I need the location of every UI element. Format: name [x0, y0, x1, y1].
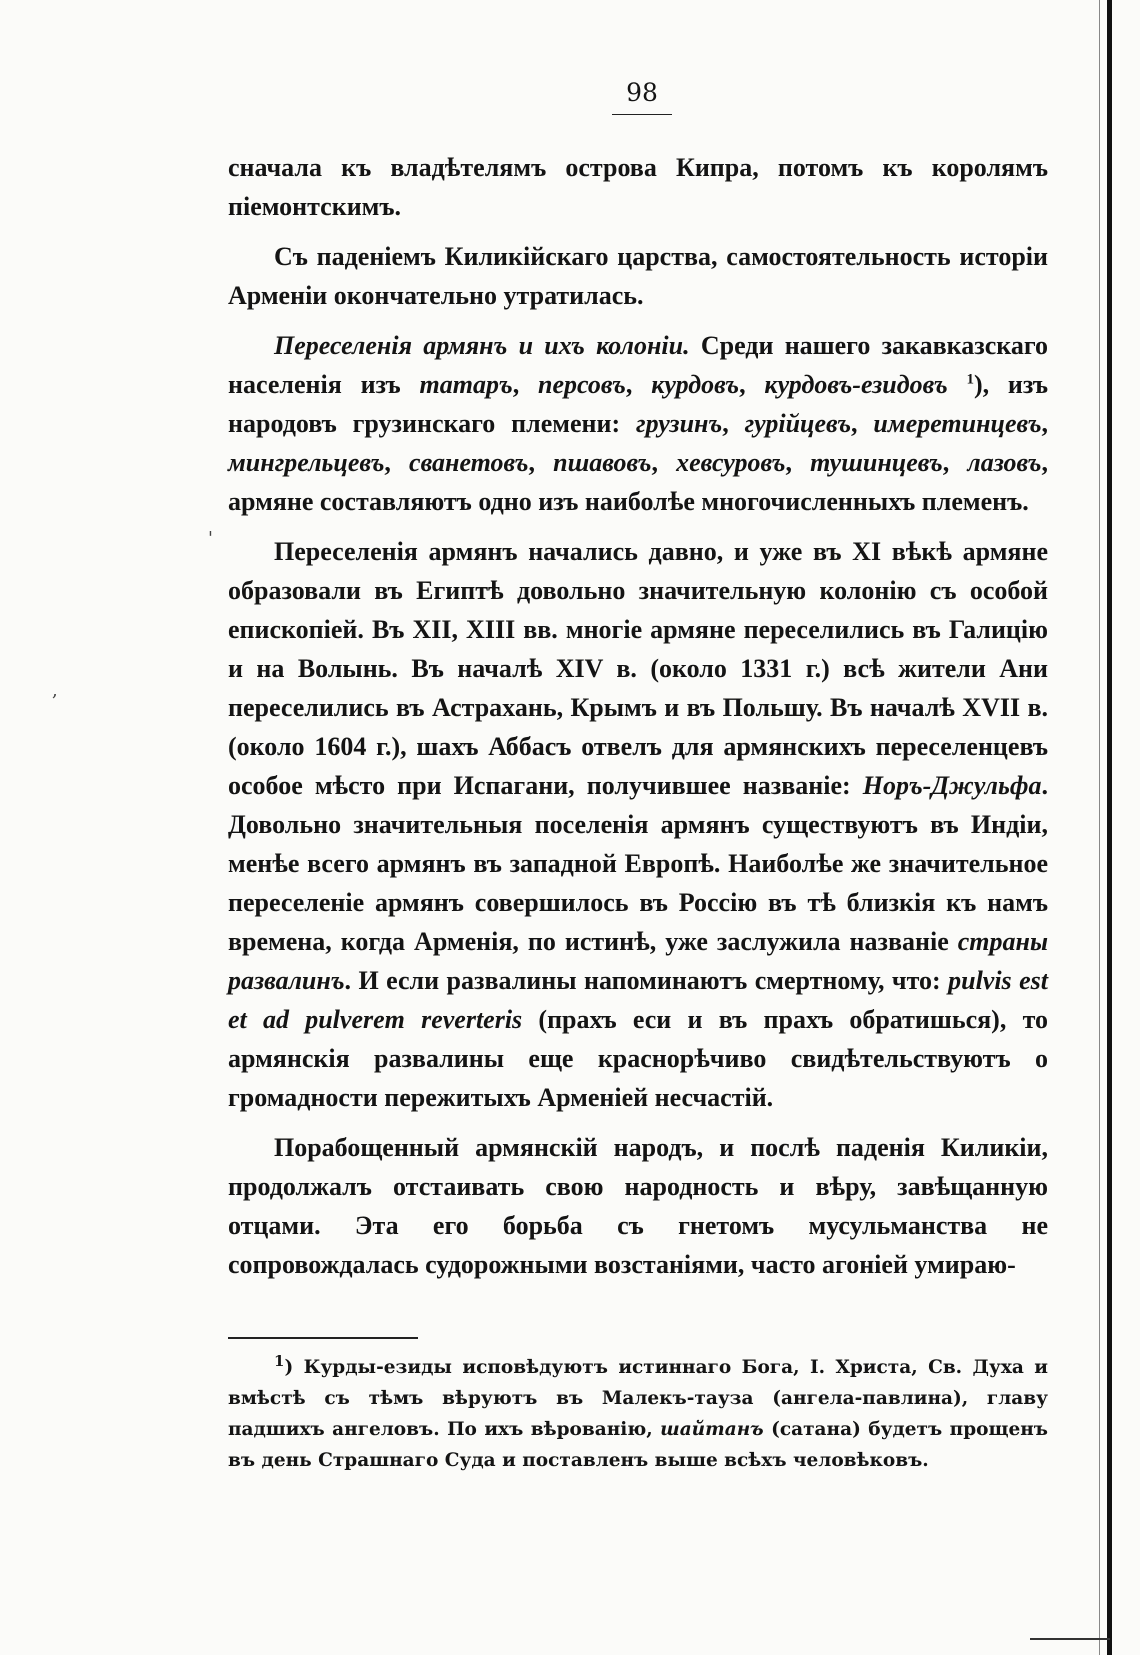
- text-run: сначала къ владѣтелямъ острова Кипра, потомъ къ королямъ піемонтскимъ.: [228, 153, 1048, 221]
- text-run: (прахъ еси и въ прахъ обратишься), то армянскія развалины еще краснорѣчиво свидѣтельствуютъ о громадности пережитыхъ Арменіей несчастій.: [228, 1005, 1049, 1112]
- page-number: 98: [626, 78, 658, 107]
- paragraph: [228, 1128, 1048, 1284]
- body-text: [228, 148, 1048, 1295]
- italic-run: страны развалинъ: [228, 927, 1048, 995]
- italic-run: хевсуровъ: [676, 448, 786, 477]
- italic-run: тушинцевъ: [810, 448, 943, 477]
- text-run: Съ паденіемъ Киликійскаго царства, самостоятельность исторіи Арменіи окончательно утратилась.: [228, 242, 1048, 310]
- scan-bottom-dash: [1030, 1638, 1110, 1640]
- text-run: ) Курды-езиды исповѣдуютъ истиннаго Бога, І. Христа, Св. Духа и вмѣстѣ съ тѣмъ вѣруютъ въ Малекъ-тауза (ангела-павлина), главу падшихъ ангеловъ. По ихъ вѣрованію,: [228, 1357, 1048, 1440]
- text-run: [948, 370, 967, 399]
- italic-run: шайтанъ: [660, 1419, 764, 1440]
- footnote-marker: 1: [274, 1351, 285, 1370]
- italic-run: гурійцевъ: [744, 409, 852, 438]
- text-run: ,: [739, 370, 765, 399]
- text-run: Порабощенный армянскій народъ, и послѣ паденія Киликіи, продолжалъ отстаивать свою народность и вѣру, завѣщанную отцами. Эта его борьба съ гнетомъ мусульманства не сопровождалась судорожными возстаніями, часто агоніей умираю-: [228, 1133, 1048, 1279]
- italic-run: pulvis est et ad pulverem reverteris: [228, 966, 1048, 1034]
- italic-run: пшавовъ: [553, 448, 652, 477]
- page-number-rule: [612, 114, 672, 115]
- italic-run: курдовъ: [651, 370, 740, 399]
- text-run: . Довольно значительныя поселенія армянъ существуютъ въ Индіи, менѣе всего армянъ въ западной Европѣ. Наиболѣе же значительное переселеніе армянъ совершилось въ Россію въ тѣ близкія къ намъ времена, когда Арменія, по истинѣ, уже заслужила названіе: [228, 771, 1048, 956]
- text-run: . И если развалины напоминаютъ смертному, что:: [344, 966, 949, 995]
- italic-run: татаръ: [419, 370, 513, 399]
- italic-run: имеретинцевъ: [873, 409, 1042, 438]
- scan-edge-line-thin: [1099, 0, 1100, 1655]
- footnote-separator: [228, 1337, 418, 1339]
- italic-run: сванетовъ: [409, 448, 529, 477]
- italic-run: персовъ: [538, 370, 626, 399]
- italic-run: грузинъ: [635, 409, 723, 438]
- italic-run: мингрельцевъ: [228, 448, 385, 477]
- page-header: [612, 78, 672, 115]
- text-run: ,: [722, 409, 745, 438]
- italic-run: Норъ-Джульфа: [862, 771, 1042, 800]
- italic-run: курдовъ-езидовъ: [764, 370, 948, 399]
- scan-edge-line: [1107, 0, 1112, 1655]
- text-run: ,: [785, 448, 811, 477]
- paragraph: [228, 237, 1048, 315]
- scan-speck: ': [208, 528, 213, 549]
- text-run: ,: [851, 409, 874, 438]
- text-run: ,: [528, 448, 554, 477]
- text-run: ,: [625, 370, 652, 399]
- text-run: Переселенія армянъ начались давно, и уже въ XI вѣкѣ армяне образовали въ Египтѣ довольно значительную колонію съ особой епископіей. Въ XII, XIII вв. многіе армяне переселились въ Галицію и на Волынь. Въ началѣ XIV в. (около 1331 г.) всѣ жители Ани переселились въ Астрахань, Крымъ и въ Польшу. Въ началѣ XVII в. (около 1604 г.), шахъ Аббасъ отвелъ для армянскихъ переселенцевъ особое мѣсто при Испагани, получившее названіе:: [228, 537, 1048, 800]
- text-run: ,: [384, 448, 410, 477]
- footnote: [228, 1352, 1048, 1476]
- italic-run: лазовъ: [967, 448, 1042, 477]
- paragraph: [228, 326, 1048, 521]
- scan-speck: ,: [52, 680, 58, 701]
- footnote-marker: 1: [966, 371, 974, 388]
- text-run: ), изъ народовъ грузинскаго племени:: [228, 370, 1049, 438]
- text-run: ,: [651, 448, 677, 477]
- paragraph: [228, 532, 1048, 1117]
- italic-run: Переселенія армянъ и ихъ колоніи.: [274, 331, 690, 360]
- text-run: Среди нашего закавказскаго населенія изъ: [228, 331, 1049, 399]
- text-run: , армяне составляютъ одно изъ наиболѣе многочисленныхъ племенъ.: [228, 448, 1048, 516]
- text-run: (сатана) будетъ прощенъ въ день Страшнаго Суда и поставленъ выше всѣхъ человѣковъ.: [228, 1419, 1048, 1471]
- paragraph: [228, 148, 1048, 226]
- text-run: ,: [1041, 409, 1049, 438]
- text-run: ,: [942, 448, 968, 477]
- text-run: ,: [512, 370, 538, 399]
